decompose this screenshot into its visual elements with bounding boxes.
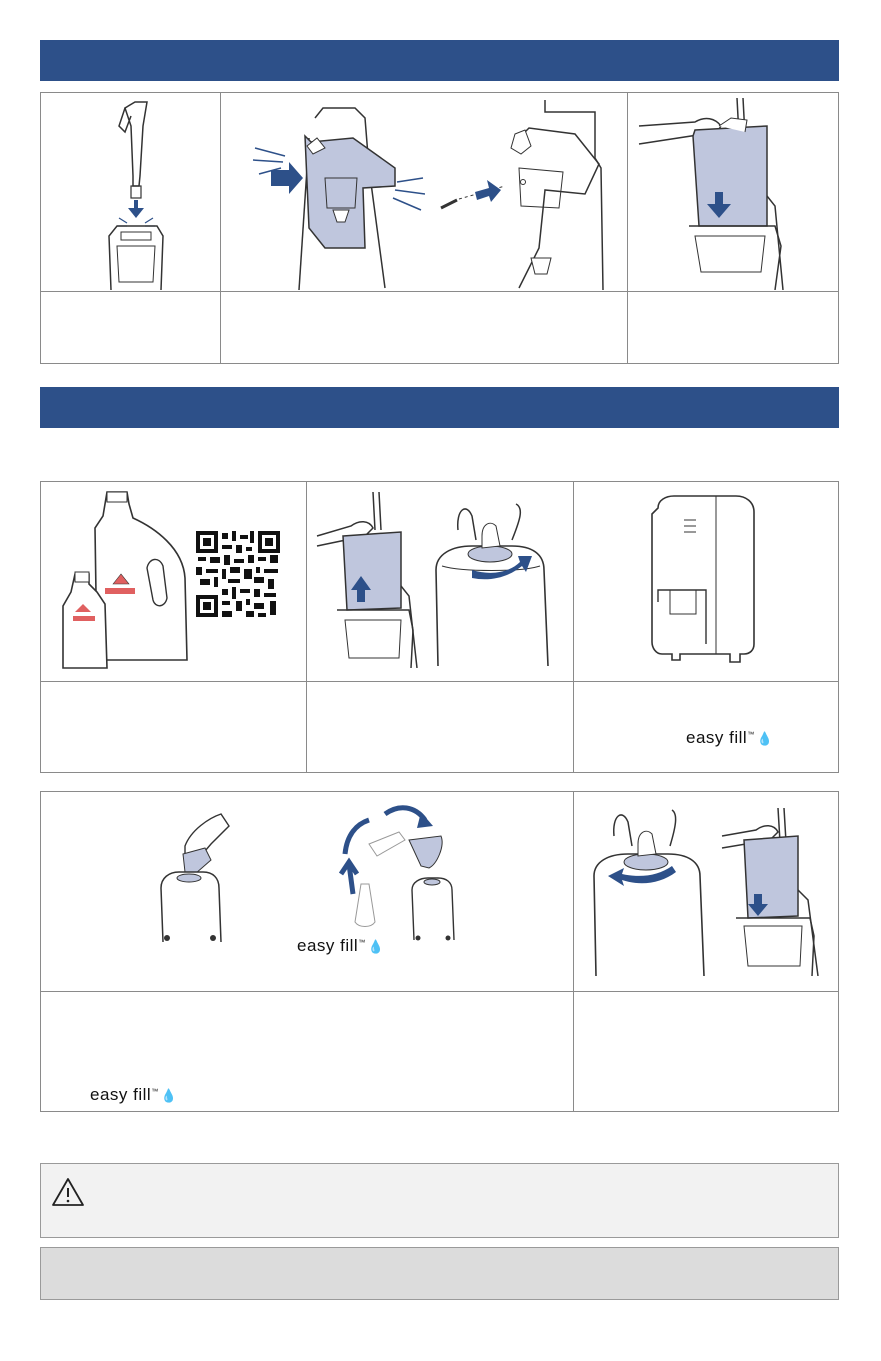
handle-insert-illustration	[95, 96, 185, 290]
divider	[573, 791, 574, 1112]
divider	[627, 92, 628, 364]
section-2-title	[40, 387, 839, 405]
pour-formula-illustration	[155, 810, 235, 942]
easy-fill-logo: easy fill™ 💧	[297, 936, 385, 955]
note-box	[40, 1247, 839, 1300]
warning-box	[40, 1163, 839, 1238]
section-1-header	[40, 40, 839, 81]
tray-attach-illustration	[245, 98, 425, 290]
tank-insert-illustration	[635, 96, 835, 290]
formula-bottles-illustration	[55, 488, 190, 670]
easy-fill-logo: easy fill™ 💧	[686, 728, 774, 747]
easy-fill-logo: easy fill™ 💧	[90, 1085, 178, 1104]
section-1-title	[40, 40, 839, 58]
remove-tank-illustration	[315, 490, 425, 668]
water-tank-illustration	[650, 494, 760, 664]
divider	[40, 681, 839, 682]
divider	[573, 481, 574, 773]
screw-attach-illustration	[435, 98, 605, 290]
tank-small-illustration	[410, 870, 455, 942]
close-cap-illustration	[588, 806, 708, 976]
open-cap-illustration	[432, 500, 552, 666]
warning-triangle-icon	[51, 1177, 85, 1207]
divider	[40, 991, 839, 992]
qr-code-icon	[196, 531, 280, 617]
divider	[220, 92, 221, 364]
reinsert-tank-illustration	[718, 806, 828, 976]
divider	[40, 291, 839, 292]
divider	[306, 481, 307, 773]
section-2-header	[40, 387, 839, 428]
